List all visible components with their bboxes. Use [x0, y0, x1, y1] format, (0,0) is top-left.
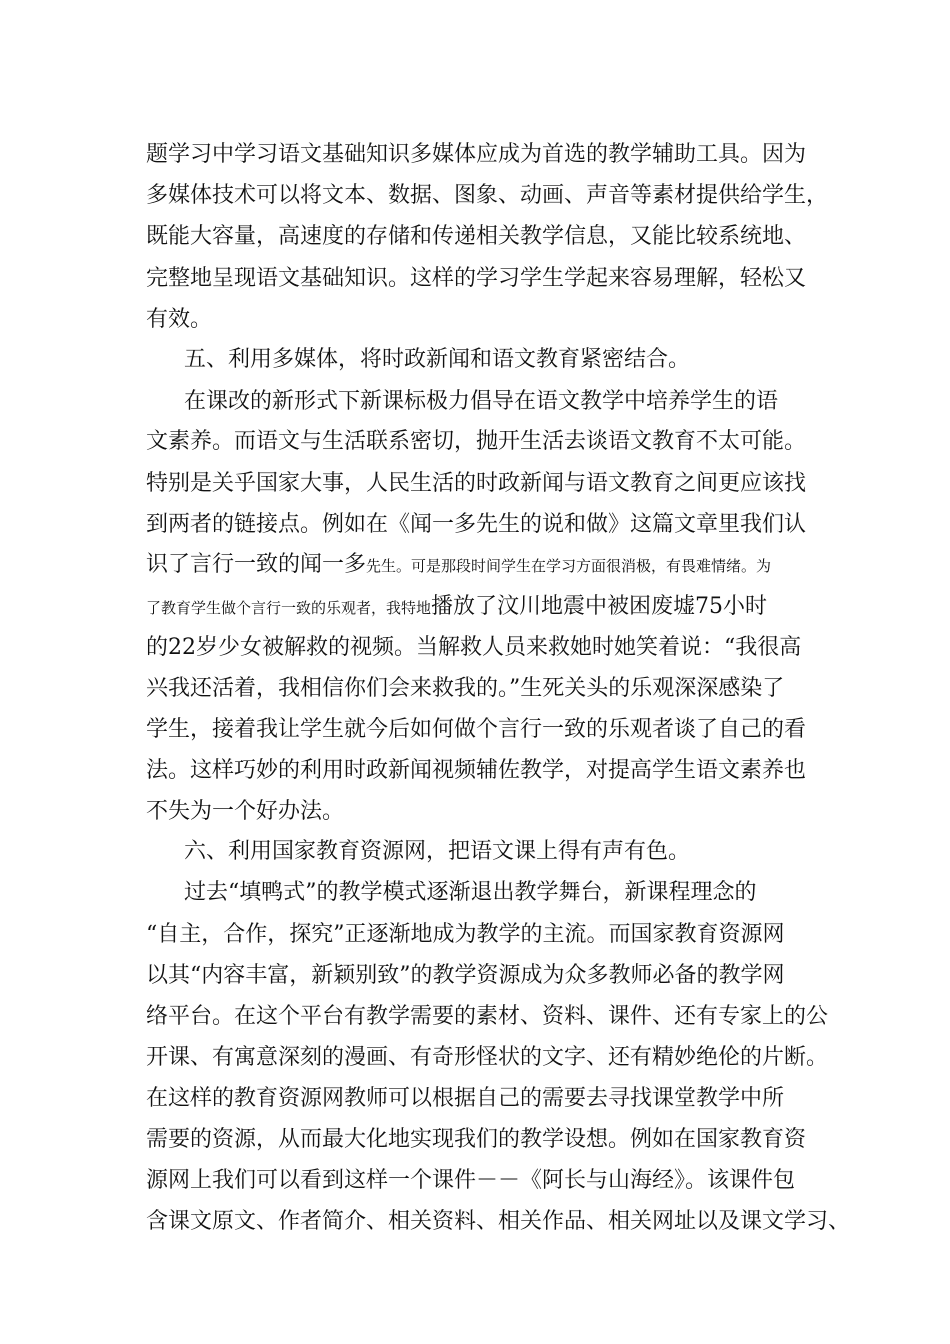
text-segment: 播放了汶川地震中被困废墟75小时: [431, 594, 768, 619]
text-segment: 识了言行一致的闻一多: [146, 552, 367, 577]
text-line: 文素养。而语文与生活联系密切，抛开生活去谈语文教育不太可能。: [146, 429, 807, 454]
text-line: 在这样的教育资源网教师可以根据自己的需要去寻找课堂教学中所: [146, 1086, 785, 1111]
text-line: 特别是关乎国家大事，人民生活的时政新闻与语文教育之间更应该找: [146, 471, 807, 496]
text-line: 兴我还活着，我相信你们会来救我的。”生死关头的乐观深深感染了: [146, 676, 785, 701]
text-segment-small: 先生。可是那段时间学生在学习方面很消极，有畏难情绪。为: [366, 557, 772, 575]
text-line: 含课文原文、作者简介、相关资料、相关作品、相关网址以及课文学习、: [146, 1209, 851, 1234]
text-line: 多媒体技术可以将文本、数据、图象、动画、声音等素材提供给学生，: [146, 183, 829, 208]
section-heading: 六、利用国家教育资源网，把语文课上得有声有色。: [184, 839, 691, 864]
text-line: 源网上我们可以看到这样一个课件－－《阿长与山海经》。该课件包: [146, 1168, 796, 1193]
text-line: “自主，合作，探究”正逐渐地成为教学的主流。而国家教育资源网: [146, 922, 785, 947]
text-line: 有效。: [146, 307, 213, 332]
text-line-mixed: [146, 550, 771, 580]
text-line: 开课、有寓意深刻的漫画、有奇形怪状的文字、还有精妙绝伦的片断。: [146, 1045, 829, 1070]
text-line: 络平台。在这个平台有教学需要的素材、资料、课件、还有专家上的公: [146, 1004, 829, 1029]
text-line: 需要的资源，从而最大化地实现我们的教学设想。例如在国家教育资: [146, 1127, 807, 1152]
text-line: 既能大容量，高速度的存储和传递相关教学信息，又能比较系统地、: [146, 224, 807, 249]
text-line-mixed: [146, 592, 767, 622]
text-line: 完整地呈现语文基础知识。这样的学习学生学起来容易理解，轻松又: [146, 266, 807, 291]
text-line: 题学习中学习语文基础知识多媒体应成为首选的教学辅助工具。因为: [146, 142, 807, 167]
text-line: 法。这样巧妙的利用时政新闻视频辅佐教学，对提高学生语文素养也: [146, 758, 807, 783]
text-line: 在课改的新形式下新课标极力倡导在语文教学中培养学生的语: [184, 389, 779, 414]
text-line: 过去“填鸭式”的教学模式逐渐退出教学舞台，新课程理念的: [184, 880, 757, 905]
section-heading: 五、利用多媒体，将时政新闻和语文教育紧密结合。: [184, 347, 691, 372]
text-line: 的22岁少女被解救的视频。当解救人员来救她时她笑着说：“我很高: [146, 635, 802, 660]
text-line: 到两者的链接点。例如在《闻一多先生的说和做》这篇文章里我们认: [146, 512, 807, 537]
text-line: 以其“内容丰富，新颖别致”的教学资源成为众多教师必备的教学网: [146, 963, 785, 988]
text-line: 不失为一个好办法。: [146, 799, 345, 824]
text-segment-small: 了教育学生做个言行一致的乐观者，我特地: [146, 599, 432, 617]
text-line: 学生，接着我让学生就今后如何做个言行一致的乐观者谈了自己的看: [146, 717, 807, 742]
